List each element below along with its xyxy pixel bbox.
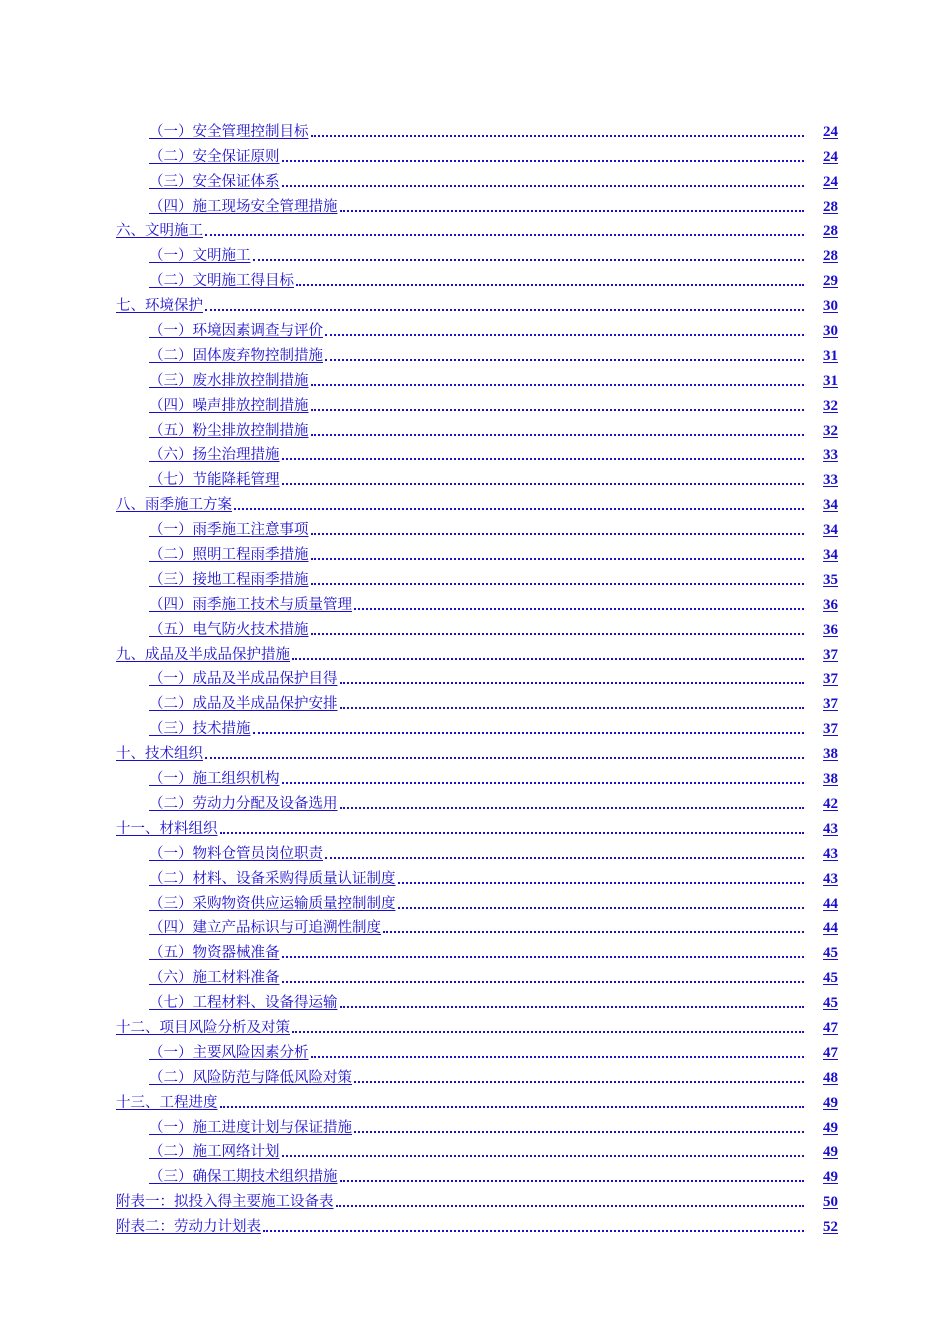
toc-entry-title: 十、技术组织 — [116, 746, 203, 763]
toc-entry-title: （一）成品及半成品保护目得 — [149, 671, 338, 688]
toc-entry-title: （六）扬尘治理措施 — [149, 447, 280, 464]
toc-entry-title: （一）安全管理控制目标 — [149, 123, 309, 140]
toc-subsection-link[interactable] — [116, 365, 838, 390]
toc-entry-title: （三）接地工程雨季措施 — [149, 571, 309, 588]
toc-page-number: 34 — [823, 497, 838, 514]
toc-page-number: 24 — [823, 173, 838, 190]
toc-page-number: 43 — [823, 845, 838, 862]
toc-entry-title: （二）材料、设备采购得质量认证制度 — [149, 870, 396, 887]
toc-subsection-link[interactable] — [116, 888, 838, 913]
toc-subsection-link[interactable] — [116, 116, 838, 141]
toc-entry-title: 附表一：拟投入得主要施工设备表 — [116, 1194, 334, 1211]
toc-entry-title: （二）施工网络计划 — [149, 1144, 280, 1161]
toc-subsection-link[interactable] — [116, 191, 838, 216]
dot-leader — [311, 533, 805, 535]
toc-section-link[interactable] — [116, 290, 838, 315]
toc-entry-title: （一）施工组织机构 — [149, 771, 280, 788]
dot-leader — [205, 757, 804, 759]
toc-page-number: 24 — [823, 148, 838, 165]
toc-entry-title: （二）固体废弃物控制措施 — [149, 347, 323, 364]
toc-entry-title: （一）主要风险因素分析 — [149, 1044, 309, 1061]
toc-subsection-link[interactable] — [116, 962, 838, 987]
toc-entry-title: 附表二：劳动力计划表 — [116, 1219, 261, 1236]
toc-subsection-link[interactable] — [116, 265, 838, 290]
toc-subsection-link[interactable] — [116, 166, 838, 191]
toc-section-link[interactable] — [116, 639, 838, 664]
dot-leader — [296, 284, 804, 286]
toc-subsection-link[interactable] — [116, 838, 838, 863]
toc-entry-title: （五）电气防火技术措施 — [149, 621, 309, 638]
toc-subsection-link[interactable] — [116, 1137, 838, 1162]
toc-entry-title: （六）施工材料准备 — [149, 970, 280, 987]
toc-subsection-link[interactable] — [116, 788, 838, 813]
dot-leader — [282, 458, 805, 460]
dot-leader — [354, 1131, 804, 1133]
toc-entry-title: （二）照明工程雨季措施 — [149, 547, 309, 564]
toc-subsection-link[interactable] — [116, 863, 838, 888]
toc-subsection-link[interactable] — [116, 440, 838, 465]
dot-leader — [340, 1006, 805, 1008]
toc-page-number: 36 — [823, 596, 838, 613]
dot-leader — [340, 707, 805, 709]
dot-leader — [282, 1155, 805, 1157]
dot-leader — [282, 483, 805, 485]
dot-leader — [383, 931, 804, 933]
dot-leader — [325, 359, 804, 361]
dot-leader — [311, 135, 805, 137]
dot-leader — [325, 334, 804, 336]
toc-page-number: 38 — [823, 771, 838, 788]
toc-subsection-link[interactable] — [116, 1062, 838, 1087]
dot-leader — [253, 732, 805, 734]
toc-section-link[interactable] — [116, 1012, 838, 1037]
toc-page-number: 44 — [823, 895, 838, 912]
toc-page-number: 52 — [823, 1219, 838, 1236]
toc-subsection-link[interactable] — [116, 664, 838, 689]
toc-subsection-link[interactable] — [116, 913, 838, 938]
dot-leader — [282, 981, 805, 983]
dot-leader — [398, 882, 805, 884]
toc-page-number: 45 — [823, 995, 838, 1012]
dot-leader — [336, 1205, 805, 1207]
dot-leader — [311, 558, 805, 560]
toc-page-number: 49 — [823, 1144, 838, 1161]
toc-section-link[interactable] — [116, 738, 838, 763]
toc-page-number: 35 — [823, 571, 838, 588]
toc-subsection-link[interactable] — [116, 315, 838, 340]
toc-page-number: 34 — [823, 522, 838, 539]
toc-section-link[interactable] — [116, 216, 838, 241]
toc-subsection-link[interactable] — [116, 614, 838, 639]
toc-page-number: 45 — [823, 970, 838, 987]
toc-page-number: 33 — [823, 447, 838, 464]
toc-page-number: 50 — [823, 1194, 838, 1211]
dot-leader — [220, 1106, 805, 1108]
toc-page-number: 32 — [823, 422, 838, 439]
dot-leader — [292, 1031, 804, 1033]
toc-subsection-link[interactable] — [116, 937, 838, 962]
toc-entry-title: 十二、项目风险分析及对策 — [116, 1019, 290, 1036]
toc-page-number: 37 — [823, 671, 838, 688]
toc-page-number: 36 — [823, 621, 838, 638]
toc-entry-title: （二）文明施工得目标 — [149, 273, 294, 290]
toc-page-number: 48 — [823, 1069, 838, 1086]
toc-entry-title: （三）安全保证体系 — [149, 173, 280, 190]
toc-entry-title: （一）环境因素调查与评价 — [149, 323, 323, 340]
toc-subsection-link[interactable] — [116, 539, 838, 564]
toc-page-number: 33 — [823, 472, 838, 489]
toc-page-number: 45 — [823, 945, 838, 962]
dot-leader — [282, 956, 805, 958]
toc-subsection-link[interactable] — [116, 987, 838, 1012]
toc-entry-title: （三）采购物资供应运输质量控制制度 — [149, 895, 396, 912]
dot-leader — [311, 409, 805, 411]
toc-entry-title: （一）施工进度计划与保证措施 — [149, 1119, 352, 1136]
dot-leader — [282, 185, 805, 187]
dot-leader — [398, 907, 805, 909]
toc-entry-title: （四）施工现场安全管理措施 — [149, 198, 338, 215]
toc-entry-title: 十一、材料组织 — [116, 820, 218, 837]
toc-entry-title: 七、环境保护 — [116, 298, 203, 315]
toc-entry-title: 六、文明施工 — [116, 223, 203, 240]
toc-page-number: 28 — [823, 248, 838, 265]
dot-leader — [340, 807, 805, 809]
toc-entry-title: （三）技术措施 — [149, 721, 251, 738]
toc-subsection-link[interactable] — [116, 514, 838, 539]
toc-page-number: 30 — [823, 298, 838, 315]
toc-page-number: 32 — [823, 397, 838, 414]
toc-subsection-link[interactable] — [116, 1112, 838, 1137]
toc-page-number: 49 — [823, 1119, 838, 1136]
toc-page-number: 49 — [823, 1094, 838, 1111]
toc-entry-title: （三）确保工期技术组织措施 — [149, 1169, 338, 1186]
toc-entry-title: 八、雨季施工方案 — [116, 497, 232, 514]
toc-subsection-link[interactable] — [116, 688, 838, 713]
dot-leader — [354, 1081, 804, 1083]
toc-page-number: 29 — [823, 273, 838, 290]
toc-entry-title: （二）安全保证原则 — [149, 148, 280, 165]
toc-page-number: 38 — [823, 746, 838, 763]
toc-subsection-link[interactable] — [116, 763, 838, 788]
toc-page-number: 47 — [823, 1044, 838, 1061]
dot-leader — [311, 434, 805, 436]
toc-subsection-link[interactable] — [116, 589, 838, 614]
dot-leader — [311, 583, 805, 585]
toc-entry-title: 十三、工程进度 — [116, 1094, 218, 1111]
dot-leader — [340, 210, 805, 212]
dot-leader — [292, 658, 804, 660]
toc-page-number: 43 — [823, 820, 838, 837]
dot-leader — [282, 160, 805, 162]
toc-page-number: 44 — [823, 920, 838, 937]
toc-entry-title: （二）成品及半成品保护安排 — [149, 696, 338, 713]
toc-entry-title: （七）节能降耗管理 — [149, 472, 280, 489]
toc-subsection-link[interactable] — [116, 464, 838, 489]
toc-section-link[interactable] — [116, 489, 838, 514]
toc-subsection-link[interactable] — [116, 1161, 838, 1186]
toc-subsection-link[interactable] — [116, 415, 838, 440]
dot-leader — [282, 782, 805, 784]
dot-leader — [325, 857, 804, 859]
toc-page-number: 37 — [823, 696, 838, 713]
toc-entry-title: 九、成品及半成品保护措施 — [116, 646, 290, 663]
toc-page-number: 37 — [823, 721, 838, 738]
toc-page-number: 24 — [823, 123, 838, 140]
toc-subsection-link[interactable] — [116, 564, 838, 589]
toc-entry-title: （一）物料仓管员岗位职责 — [149, 845, 323, 862]
dot-leader — [311, 1056, 805, 1058]
toc-entry-title: （七）工程材料、设备得运输 — [149, 995, 338, 1012]
toc-entry-title: （四）雨季施工技术与质量管理 — [149, 596, 352, 613]
toc-page-number: 31 — [823, 372, 838, 389]
toc-subsection-link[interactable] — [116, 340, 838, 365]
dot-leader — [311, 384, 805, 386]
dot-leader — [340, 682, 805, 684]
toc-entry-title: （三）废水排放控制措施 — [149, 372, 309, 389]
table-of-contents — [116, 116, 838, 1236]
dot-leader — [354, 608, 804, 610]
toc-section-link[interactable] — [116, 1186, 838, 1211]
toc-page-number: 42 — [823, 795, 838, 812]
dot-leader — [234, 508, 804, 510]
toc-subsection-link[interactable] — [116, 390, 838, 415]
toc-entry-title: （二）风险防范与降低风险对策 — [149, 1069, 352, 1086]
dot-leader — [311, 633, 805, 635]
toc-subsection-link[interactable] — [116, 141, 838, 166]
dot-leader — [205, 309, 804, 311]
toc-page-number: 28 — [823, 198, 838, 215]
toc-entry-title: （五）粉尘排放控制措施 — [149, 422, 309, 439]
toc-entry-title: （五）物资器械准备 — [149, 945, 280, 962]
toc-page-number: 49 — [823, 1169, 838, 1186]
toc-page-number: 37 — [823, 646, 838, 663]
toc-entry-title: （四）噪声排放控制措施 — [149, 397, 309, 414]
dot-leader — [205, 234, 804, 236]
toc-entry-title: （一）雨季施工注意事项 — [149, 522, 309, 539]
toc-section-link[interactable] — [116, 813, 838, 838]
toc-section-link[interactable] — [116, 1087, 838, 1112]
dot-leader — [253, 259, 805, 261]
toc-page-number: 28 — [823, 223, 838, 240]
toc-page-number: 43 — [823, 870, 838, 887]
toc-entry-title: （四）建立产品标识与可追溯性制度 — [149, 920, 381, 937]
toc-entry-title: （一）文明施工 — [149, 248, 251, 265]
dot-leader — [220, 832, 805, 834]
toc-subsection-link[interactable] — [116, 713, 838, 738]
toc-subsection-link[interactable] — [116, 1037, 838, 1062]
toc-section-link[interactable] — [116, 1211, 838, 1236]
toc-page-number: 47 — [823, 1019, 838, 1036]
toc-page-number: 34 — [823, 547, 838, 564]
dot-leader — [340, 1180, 805, 1182]
dot-leader — [263, 1230, 804, 1232]
toc-entry-title: （二）劳动力分配及设备选用 — [149, 795, 338, 812]
toc-page-number: 30 — [823, 323, 838, 340]
toc-page-number: 31 — [823, 347, 838, 364]
toc-subsection-link[interactable] — [116, 240, 838, 265]
